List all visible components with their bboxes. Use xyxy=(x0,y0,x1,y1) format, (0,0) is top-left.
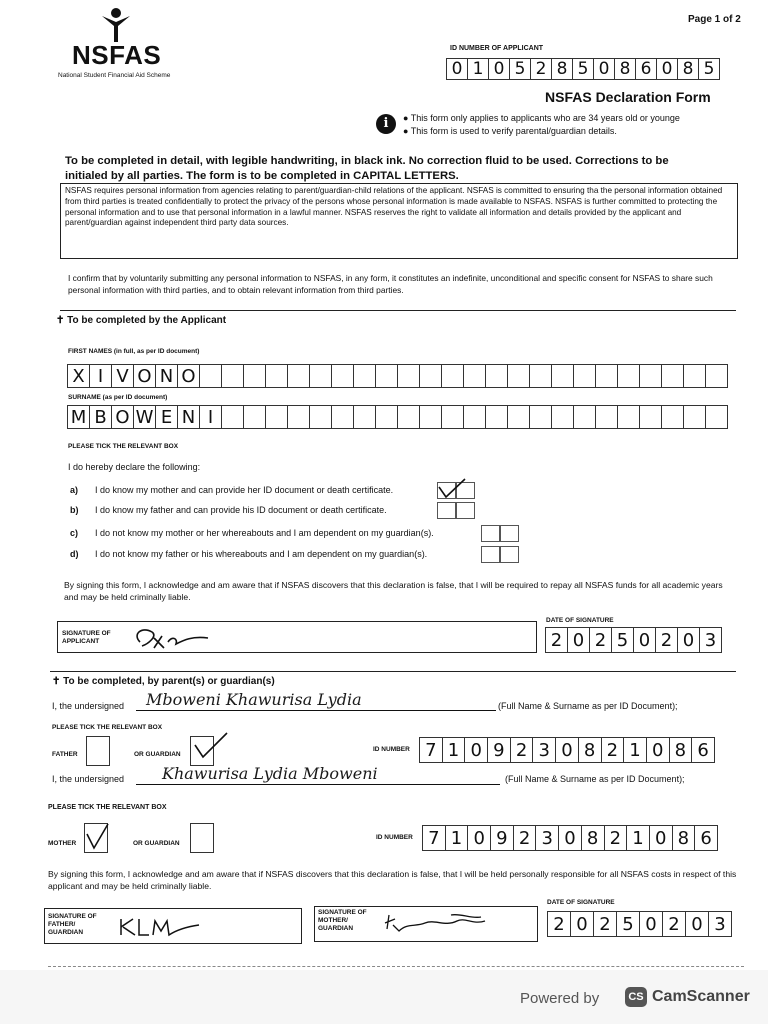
father-label: FATHER xyxy=(52,751,78,758)
option-text: I do know my mother and can provide her ID document or death certificate. xyxy=(95,485,394,495)
applicant-id-label: ID NUMBER OF APPLICANT xyxy=(450,45,544,52)
char-box[interactable] xyxy=(595,364,618,388)
char-box[interactable]: 8 xyxy=(551,58,573,80)
char-box[interactable]: 0 xyxy=(467,825,491,851)
option-text: I do not know my mother or her whereabouts and I am dependent on my guardian(s). xyxy=(95,528,434,538)
char-box[interactable]: 8 xyxy=(669,737,693,763)
char-box[interactable]: 5 xyxy=(509,58,531,80)
camscanner-logo-icon: CS xyxy=(625,987,647,1007)
char-box[interactable] xyxy=(265,405,288,429)
char-box[interactable] xyxy=(551,405,574,429)
char-box[interactable]: 2 xyxy=(513,825,537,851)
nsfas-logo-icon xyxy=(96,6,136,42)
id-number-label-2: ID NUMBER xyxy=(376,834,413,841)
char-box[interactable]: 5 xyxy=(611,627,634,653)
first-names-boxes[interactable] xyxy=(67,364,727,388)
char-box[interactable]: 0 xyxy=(656,58,678,80)
mother-signature-scribble xyxy=(381,911,491,935)
char-box[interactable]: 0 xyxy=(567,627,590,653)
father-checkbox[interactable] xyxy=(86,736,110,766)
char-box[interactable] xyxy=(639,405,662,429)
char-box[interactable]: 0 xyxy=(464,737,488,763)
char-box[interactable]: 3 xyxy=(708,911,732,937)
char-box[interactable] xyxy=(221,364,244,388)
mother-checkbox[interactable] xyxy=(84,823,108,853)
char-box[interactable]: 2 xyxy=(547,911,571,937)
person-icon: ✝ xyxy=(56,315,65,326)
char-box[interactable]: 3 xyxy=(535,825,559,851)
checkmark-icon xyxy=(437,477,467,499)
char-box[interactable] xyxy=(199,364,222,388)
char-box[interactable]: 1 xyxy=(467,58,489,80)
info-icon: i xyxy=(376,114,396,134)
parents-tick-label: PLEASE TICK THE RELEVANT BOX xyxy=(52,724,163,731)
option-letter: b) xyxy=(70,505,79,515)
char-box[interactable] xyxy=(243,364,266,388)
parent-id-boxes-1[interactable] xyxy=(419,737,714,763)
char-box[interactable] xyxy=(463,364,486,388)
father-signature-box[interactable] xyxy=(44,908,302,944)
tick-box[interactable] xyxy=(499,525,519,542)
person-icon: ✝ xyxy=(52,676,61,687)
char-box[interactable] xyxy=(617,364,640,388)
char-box[interactable]: 5 xyxy=(572,58,594,80)
parent-name-line-1[interactable] xyxy=(136,690,496,711)
char-box[interactable]: I xyxy=(89,364,112,388)
char-box[interactable]: 8 xyxy=(578,737,602,763)
char-box[interactable]: 6 xyxy=(694,825,718,851)
char-box[interactable]: 9 xyxy=(490,825,514,851)
consent-text: I confirm that by voluntarily submitting any personal information to NSFAS, in any form, it constitutes an indefinite, unconditional and specific consent for NSFAS to share such personal information with third parties, and to obtain relevant information from third parties. xyxy=(68,273,713,295)
char-box[interactable]: V xyxy=(111,364,134,388)
char-box[interactable]: O xyxy=(133,364,156,388)
surname-boxes[interactable] xyxy=(67,405,727,429)
declaration-option xyxy=(70,549,427,559)
section-divider xyxy=(50,671,736,672)
char-box[interactable] xyxy=(639,364,662,388)
parent-id-boxes-2[interactable] xyxy=(422,825,717,851)
char-box[interactable] xyxy=(353,405,376,429)
char-box[interactable]: I xyxy=(199,405,222,429)
parents-tick-label-2: PLEASE TICK THE RELEVANT BOX xyxy=(48,804,167,811)
char-box[interactable]: 2 xyxy=(593,911,617,937)
parent-name-2: Khawurisa Lydia Mboweni xyxy=(162,764,378,783)
mother-label: MOTHER xyxy=(48,840,77,847)
char-box[interactable]: 0 xyxy=(649,825,673,851)
char-box[interactable]: 2 xyxy=(662,911,686,937)
char-box[interactable] xyxy=(265,364,288,388)
tick-box[interactable] xyxy=(455,502,475,519)
id-number-label-1: ID NUMBER xyxy=(373,746,410,753)
applicant-section-title: ✝ To be completed by the Applicant xyxy=(56,315,227,326)
char-box[interactable] xyxy=(309,405,332,429)
option-letter: a) xyxy=(70,485,79,495)
char-box[interactable]: W xyxy=(133,405,156,429)
char-box[interactable]: 3 xyxy=(699,627,722,653)
char-box[interactable]: 8 xyxy=(581,825,605,851)
privacy-box xyxy=(60,183,738,259)
char-box[interactable]: 2 xyxy=(545,627,568,653)
char-box[interactable] xyxy=(573,364,596,388)
char-box[interactable] xyxy=(221,405,244,429)
checkmark-icon xyxy=(191,729,231,763)
mother-signature-label: SIGNATURE OF MOTHER/ GUARDIAN xyxy=(318,909,367,932)
option-letter: d) xyxy=(70,549,79,559)
char-box[interactable] xyxy=(705,405,728,429)
name-suffix-2: (Full Name & Surname as per ID Document); xyxy=(505,774,685,784)
char-box[interactable]: 8 xyxy=(614,58,636,80)
char-box[interactable] xyxy=(419,364,442,388)
char-box[interactable]: E xyxy=(155,405,178,429)
option-text: I do not know my father or his whereabouts and I am dependent on my guardian(s). xyxy=(95,549,428,559)
char-box[interactable] xyxy=(507,364,530,388)
char-box[interactable] xyxy=(683,364,706,388)
page-indicator: Page 1 of 2 xyxy=(688,14,741,25)
char-box[interactable]: 0 xyxy=(685,911,709,937)
char-box[interactable] xyxy=(573,405,596,429)
privacy-text: NSFAS requires personal information from agencies relating to parent/guardian-child relations of the applicant. NSFAS is committed to ensuring tha the personal information obtained from third parties is treated confidentially to protect the privacy of the persons whose personal information is made available to NSFAS. NSFAS is further committed to protecting the personal information and to use that personal information in a lawful manner. NSFAS reserves the right to validate all information and details provided by the applicant and parent/guardian against independent third party data sources. xyxy=(65,186,723,228)
mother-signature-box[interactable] xyxy=(314,906,538,942)
char-box[interactable] xyxy=(661,405,684,429)
logo-text: NSFAS xyxy=(72,40,162,70)
char-box[interactable]: 0 xyxy=(446,58,468,80)
surname-label: SURNAME (as per ID document) xyxy=(68,394,168,401)
char-box[interactable]: 7 xyxy=(419,737,443,763)
char-box[interactable]: 9 xyxy=(487,737,511,763)
char-box[interactable] xyxy=(441,364,464,388)
char-box[interactable] xyxy=(397,364,420,388)
char-box[interactable] xyxy=(485,405,508,429)
form-title: NSFAS Declaration Form xyxy=(545,89,711,105)
char-box[interactable]: N xyxy=(177,405,200,429)
char-box[interactable]: 5 xyxy=(698,58,720,80)
option-text: I do know my father and can provide his ID document or death certificate. xyxy=(95,505,387,515)
char-box[interactable]: 2 xyxy=(510,737,534,763)
char-box[interactable]: 0 xyxy=(633,627,656,653)
char-box[interactable]: 3 xyxy=(532,737,556,763)
char-box[interactable]: 0 xyxy=(570,911,594,937)
char-box[interactable]: 0 xyxy=(593,58,615,80)
info-bullet-1: ● This form only applies to applicants who are 34 years old or younge xyxy=(403,113,680,123)
applicant-signature-scribble xyxy=(128,624,218,650)
char-box[interactable] xyxy=(485,364,508,388)
char-box[interactable] xyxy=(529,364,552,388)
parents-date-label: DATE OF SIGNATURE xyxy=(547,899,615,906)
char-box[interactable]: 0 xyxy=(646,737,670,763)
parents-date-boxes[interactable] xyxy=(547,911,731,937)
or-guardian-label-2: OR GUARDIAN xyxy=(133,840,180,847)
declaration-option xyxy=(70,505,387,515)
char-box[interactable] xyxy=(375,405,398,429)
char-box[interactable]: 1 xyxy=(445,825,469,851)
instructions-heading-line1: To be completed in detail, with legible handwriting, in black ink. No correction fluid to be used. Corrections to be xyxy=(65,155,669,167)
logo-subtitle: National Student Financial Aid Scheme xyxy=(58,72,171,79)
char-box[interactable]: 5 xyxy=(616,911,640,937)
char-box[interactable] xyxy=(397,405,420,429)
char-box[interactable]: B xyxy=(89,405,112,429)
char-box[interactable] xyxy=(507,405,530,429)
father-signature-scribble xyxy=(115,913,205,939)
page-edge-line xyxy=(48,966,744,967)
father-signature-label: SIGNATURE OF FATHER/ GUARDIAN xyxy=(48,913,97,936)
char-box[interactable]: N xyxy=(155,364,178,388)
char-box[interactable]: 0 xyxy=(555,737,579,763)
char-box[interactable]: 2 xyxy=(530,58,552,80)
guardian-checkbox-1[interactable] xyxy=(190,736,214,766)
char-box[interactable] xyxy=(463,405,486,429)
char-box[interactable] xyxy=(331,405,354,429)
char-box[interactable]: 8 xyxy=(672,825,696,851)
undersigned-label-2: I, the undersigned xyxy=(52,774,125,784)
char-box[interactable] xyxy=(375,364,398,388)
applicant-date-boxes[interactable] xyxy=(545,627,721,653)
char-box[interactable] xyxy=(551,364,574,388)
char-box[interactable] xyxy=(353,364,376,388)
first-names-label: FIRST NAMES (in full, as per ID document) xyxy=(68,348,200,355)
applicant-id-boxes[interactable] xyxy=(446,58,719,80)
tick-box[interactable] xyxy=(437,502,457,519)
section-divider xyxy=(60,310,736,311)
tick-box[interactable] xyxy=(481,525,501,542)
camscanner-footer xyxy=(0,970,768,1024)
parent-name-line-2[interactable] xyxy=(136,764,500,785)
tick-box[interactable] xyxy=(481,546,501,563)
char-box[interactable]: 0 xyxy=(558,825,582,851)
char-box[interactable] xyxy=(705,364,728,388)
applicant-signature-box[interactable] xyxy=(57,621,537,653)
char-box[interactable]: 8 xyxy=(677,58,699,80)
guardian-checkbox-2[interactable] xyxy=(190,823,214,853)
parents-acknowledge-text: By signing this form, I acknowledge and am aware that if NSFAS discovers that this declaration is false, that I will be held personally responsible for all NSFAS costs in respect of this applicant and may be held criminally liable. xyxy=(48,869,737,891)
char-box[interactable] xyxy=(441,405,464,429)
char-box[interactable]: 2 xyxy=(604,825,628,851)
char-box[interactable] xyxy=(683,405,706,429)
char-box[interactable] xyxy=(243,405,266,429)
char-box[interactable] xyxy=(419,405,442,429)
undersigned-label: I, the undersigned xyxy=(52,701,125,711)
char-box[interactable]: 0 xyxy=(488,58,510,80)
char-box[interactable] xyxy=(331,364,354,388)
char-box[interactable]: 1 xyxy=(623,737,647,763)
char-box[interactable]: 6 xyxy=(635,58,657,80)
char-box[interactable]: M xyxy=(67,405,90,429)
char-box[interactable] xyxy=(617,405,640,429)
char-box[interactable] xyxy=(661,364,684,388)
char-box[interactable]: O xyxy=(111,405,134,429)
char-box[interactable]: 7 xyxy=(422,825,446,851)
name-suffix-1: (Full Name & Surname as per ID Document); xyxy=(498,701,678,711)
instructions-heading-line2: initialed by all parties. The form is to be completed in CAPITAL LETTERS. xyxy=(65,170,459,182)
char-box[interactable]: 2 xyxy=(589,627,612,653)
parents-section-title: ✝ To be completed, by parent(s) or guardian(s) xyxy=(52,676,275,687)
char-box[interactable]: 0 xyxy=(639,911,663,937)
camscanner-brand: CamScanner xyxy=(652,988,750,1005)
applicant-signature-label: SIGNATURE OF APPLICANT xyxy=(62,630,111,645)
checkmark-icon xyxy=(84,822,110,850)
declaration-option xyxy=(70,528,434,538)
char-box[interactable] xyxy=(287,405,310,429)
char-box[interactable] xyxy=(309,364,332,388)
tick-box[interactable] xyxy=(499,546,519,563)
char-box[interactable]: 2 xyxy=(655,627,678,653)
char-box[interactable] xyxy=(287,364,310,388)
applicant-date-label: DATE OF SIGNATURE xyxy=(546,617,614,624)
char-box[interactable]: O xyxy=(177,364,200,388)
info-bullet-2: ● This form is used to verify parental/guardian details. xyxy=(403,126,617,136)
tick-label: PLEASE TICK THE RELEVANT BOX xyxy=(68,443,179,450)
declare-text: I do hereby declare the following: xyxy=(68,462,201,472)
char-box[interactable]: 0 xyxy=(677,627,700,653)
or-guardian-label-1: OR GUARDIAN xyxy=(134,751,181,758)
char-box[interactable] xyxy=(529,405,552,429)
char-box[interactable]: 1 xyxy=(626,825,650,851)
declaration-option xyxy=(70,485,393,495)
applicant-acknowledge-text: By signing this form, I acknowledge and am aware that if NSFAS discovers that this declaration is false, that I will be required to repay all NSFAS funds for all academic years and may be held criminally liable. xyxy=(64,580,723,602)
char-box[interactable]: 2 xyxy=(601,737,625,763)
char-box[interactable]: X xyxy=(67,364,90,388)
powered-by-text: Powered by xyxy=(520,990,600,1007)
char-box[interactable]: 1 xyxy=(442,737,466,763)
parent-name-1: Mboweni Khawurisa Lydia xyxy=(146,690,362,709)
char-box[interactable] xyxy=(595,405,618,429)
option-letter: c) xyxy=(70,528,79,538)
char-box[interactable]: 6 xyxy=(691,737,715,763)
